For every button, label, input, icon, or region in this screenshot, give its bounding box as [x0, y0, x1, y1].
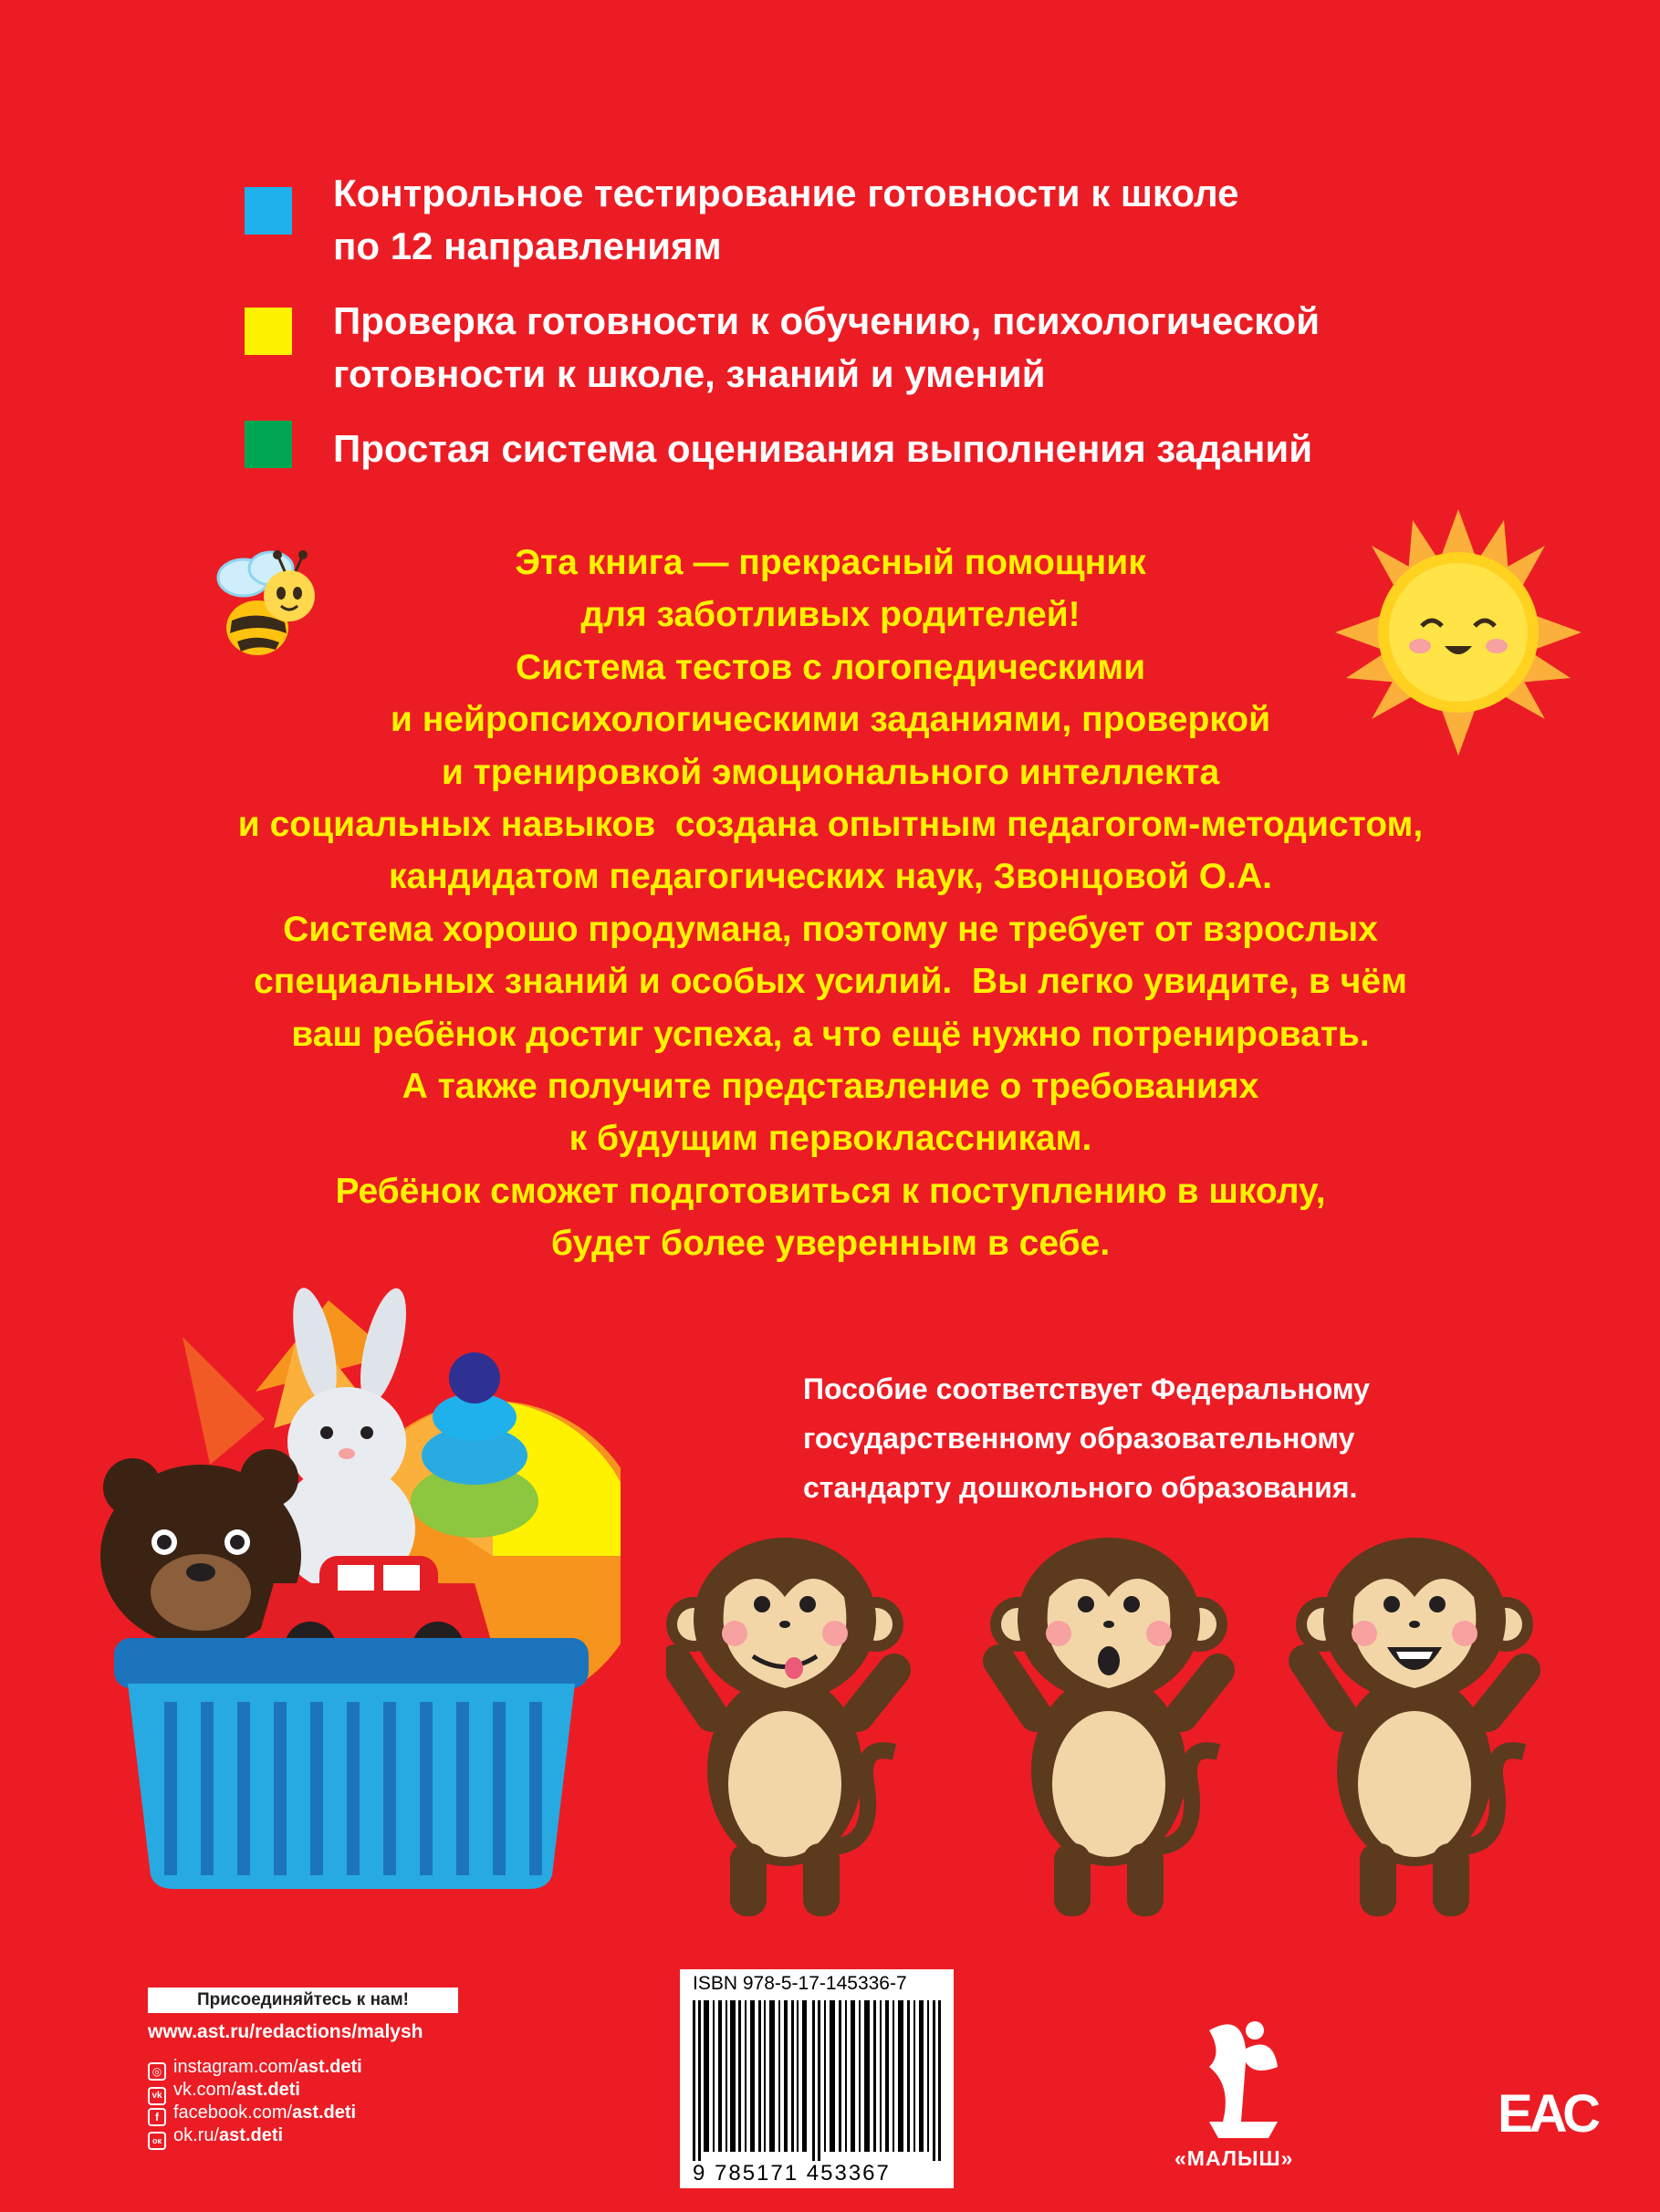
toy-box-illustration [91, 1282, 621, 1894]
publisher-logo-icon [1191, 2012, 1291, 2140]
instagram-icon: ◎ [148, 2062, 166, 2081]
description-text [128, 537, 1533, 1270]
vk-icon: vk [148, 2087, 166, 2105]
bullet-square-blue [245, 187, 292, 235]
bullet-text-2 [333, 295, 1519, 401]
bullet-3-line-1: Простая система оценивания выполнения заданий [333, 427, 1313, 470]
social-handle: ast.deti [298, 2057, 362, 2077]
facebook-icon: f [148, 2108, 166, 2126]
standard-compliance-text [803, 1364, 1533, 1512]
bullet-1-line-2: по 12 направлениям [333, 224, 722, 267]
join-us-label: Присоединяйтесь к нам! [148, 1988, 458, 2013]
description-line: к будущим первоклассникам. [569, 1119, 1092, 1159]
bullet-square-yellow [245, 308, 292, 355]
social-handle: ast.deti [219, 2125, 284, 2145]
description-line: специальных знаний и особых усилий. Вы легко увидите, в чём [254, 962, 1407, 1002]
description-line: и социальных навыков создана опытным педагогом-методистом, [237, 805, 1424, 845]
description-line: и нейропсихологическими заданиями, проверкой [390, 700, 1271, 740]
eac-conformity-mark: ЕАС [1498, 2084, 1598, 2144]
bullet-2-line-2: готовности к школе, знаний и умений [333, 352, 1046, 395]
description-line: кандидатом педагогических наук, Звонцовой О.А. [389, 857, 1272, 897]
ean-digits: 9 785171 453367 [693, 2161, 891, 2186]
social-prefix: ok.ru/ [173, 2125, 220, 2145]
description-line: Система тестов с логопедическими [515, 647, 1146, 687]
social-instagram[interactable] [148, 2057, 362, 2081]
bullet-1-line-1: Контрольное тестирование готовности к школе [333, 172, 1239, 214]
standard-line: Пособие соответствует Федеральному [803, 1372, 1370, 1405]
social-vk[interactable] [148, 2080, 300, 2105]
barcode-bars [693, 2000, 941, 2161]
social-prefix: facebook.com/ [173, 2102, 293, 2123]
website-link[interactable]: www.ast.ru/redactions/malysh [148, 2021, 423, 2042]
description-line: Эта книга — прекрасный помощник [515, 543, 1146, 582]
monkeys-illustration [666, 1533, 1551, 1925]
social-handle: ast.deti [292, 2102, 357, 2123]
description-line: и тренировкой эмоционального интеллекта [441, 752, 1220, 792]
standard-line: стандарту дошкольного образования. [803, 1471, 1358, 1504]
barcode [680, 1969, 954, 2188]
odnoklassniki-icon: ок [148, 2132, 166, 2150]
description-line: ваш ребёнок достиг успеха, а что ещё нужно потренировать. [291, 1014, 1370, 1054]
social-odnoklassniki[interactable] [148, 2125, 283, 2150]
publisher-name: «МАЛЫШ» [1175, 2146, 1294, 2170]
description-line: Ребёнок сможет подготовиться к поступлению в школу, [335, 1171, 1326, 1211]
description-line: А также получите представление о требованиях [402, 1067, 1259, 1107]
isbn-number: ISBN 978-5-17-145336-7 [693, 1973, 907, 1994]
social-handle: ast.deti [235, 2080, 300, 2100]
social-prefix: instagram.com/ [173, 2057, 298, 2077]
bullet-2-line-1: Проверка готовности к обучению, психологической [333, 299, 1321, 342]
bullet-square-green [245, 421, 292, 468]
social-facebook[interactable] [148, 2102, 356, 2126]
description-line: Система хорошо продумана, поэтому не требует от взрослых [283, 909, 1378, 949]
description-line: будет более уверенным в себе. [550, 1224, 1111, 1264]
bullet-text-1 [333, 167, 1519, 273]
description-line: для заботливых родителей! [580, 595, 1081, 635]
standard-line: государственному образовательному [803, 1422, 1355, 1455]
social-prefix: vk.com/ [173, 2080, 236, 2100]
bullet-text-3 [333, 423, 1519, 475]
